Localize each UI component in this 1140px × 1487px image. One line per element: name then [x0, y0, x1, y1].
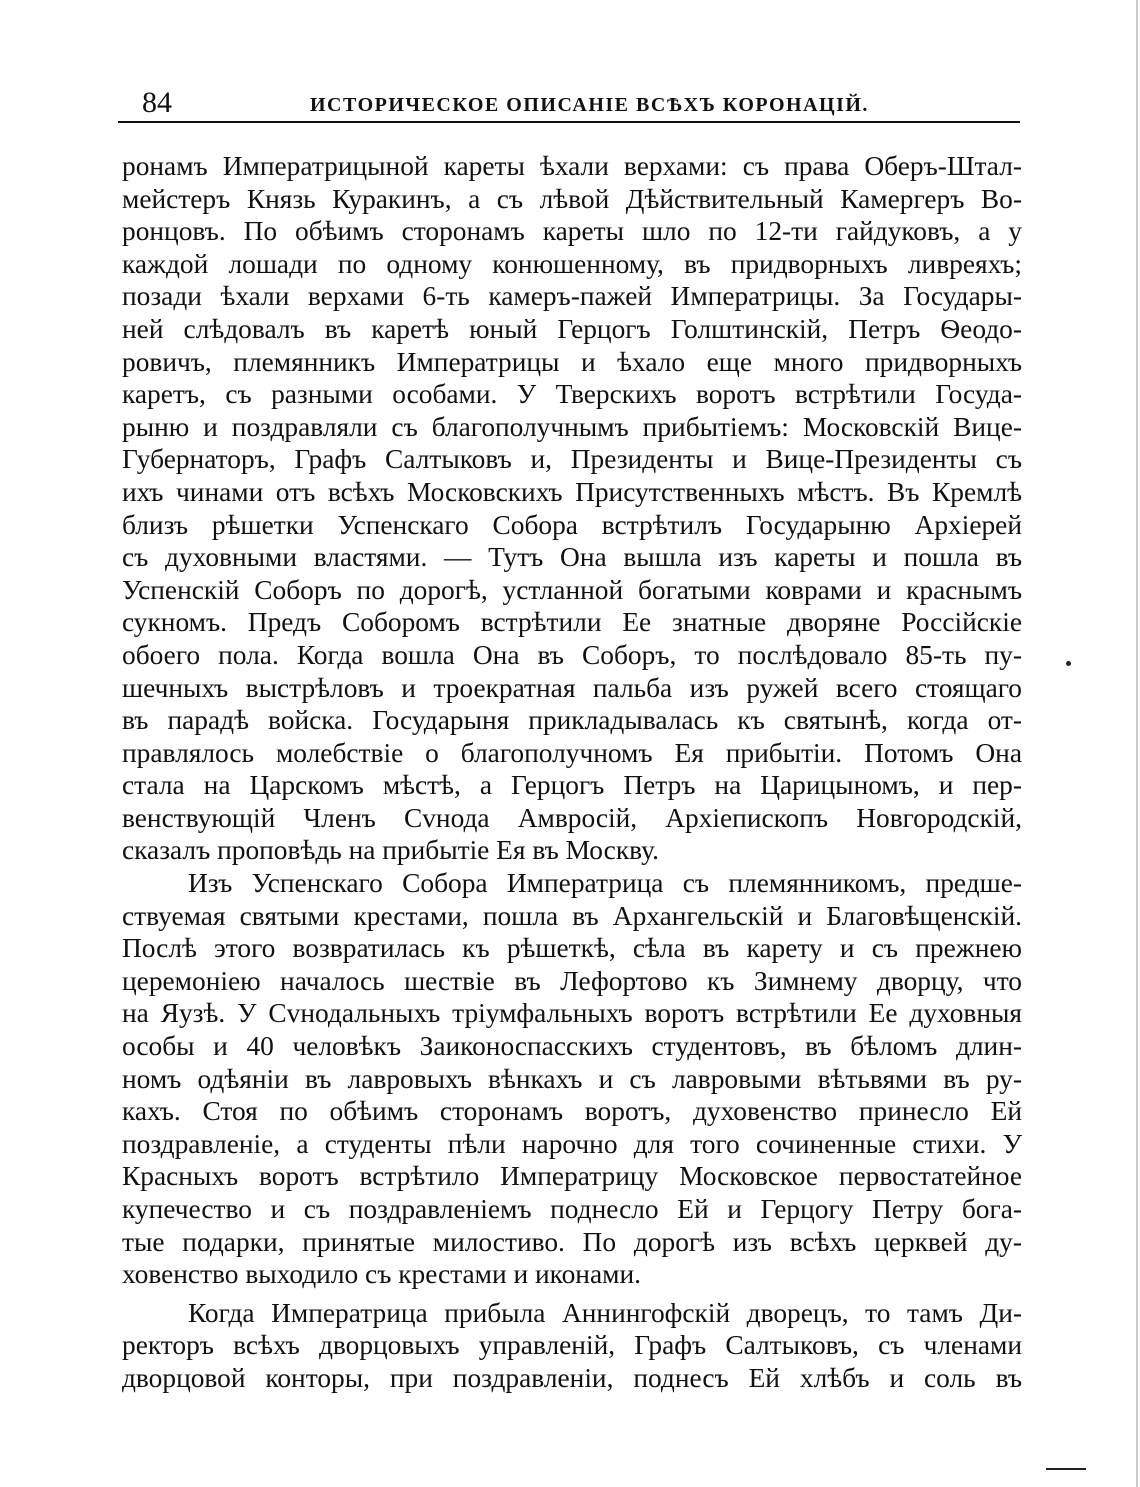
text-line: мейстеръ Князь Куракинъ, а съ лѣвой Дѣйствительный Камергеръ Во-	[122, 183, 1022, 214]
text-line: рыню и поздравляли съ благополучнымъ прибытіемъ: Московскій Вице-	[122, 411, 1022, 442]
text-line: тые подарки, принятые милостиво. По дорогѣ изъ всѣхъ церквей ду-	[122, 1226, 1022, 1257]
edge-rule	[1046, 1468, 1086, 1470]
text-line: ихъ чинами отъ всѣхъ Московскихъ Присутственныхъ мѣстъ. Въ Кремлѣ	[122, 476, 1022, 507]
text-line: Послѣ этого возвратилась къ рѣшеткѣ, сѣла въ карету и съ прежнею	[122, 933, 1022, 964]
header-rule	[118, 121, 1020, 123]
text-line: обоего пола. Когда вошла Она въ Соборъ, то послѣдовало 85-ть пу-	[122, 639, 1022, 670]
text-line: ствуемая святыми крестами, пошла въ Архангельскій и Благовѣщенскій.	[122, 900, 1022, 931]
paragraph-1	[122, 150, 1022, 867]
text-line: кахъ. Стоя по обѣимъ сторонамъ воротъ, духовенство принесло Ей	[122, 1096, 1022, 1127]
text-line: ректоръ всѣхъ дворцовыхъ управленій, Графъ Салтыковъ, съ членами	[122, 1330, 1022, 1361]
text-line: каретъ, съ разными особами. У Тверскихъ воротъ встрѣтили Госуда-	[122, 379, 1022, 410]
text-line: ровичъ, племянникъ Императрицы и ѣхало еще много придворныхъ	[122, 346, 1022, 377]
text-line: близъ рѣшетки Успенскаго Собора встрѣтилъ Государыню Архіерей	[122, 509, 1022, 540]
text-line: стала на Царскомъ мѣстѣ, а Герцогъ Петръ на Царицыномъ, и пер-	[122, 770, 1022, 801]
paragraph-3	[122, 1297, 1022, 1395]
text-line: Успенскій Соборъ по дорогѣ, устланной богатыми коврами и краснымъ	[122, 574, 1022, 605]
text-line: правлялось молебствіе о благополучномъ Ея прибытіи. Потомъ Она	[122, 737, 1022, 768]
text-line: особы и 40 человѣкъ Заиконоспасскихъ студентовъ, въ бѣломъ длин-	[122, 1031, 1022, 1062]
text-line: каждой лошади по одному конюшенному, въ придворныхъ ливреяхъ;	[122, 248, 1022, 279]
text-line: въ парадѣ войска. Государыня прикладывалась къ святынѣ, когда от-	[122, 705, 1022, 736]
page-header	[120, 86, 1020, 120]
text-line: поздравленіе, а студенты пѣли нарочно для того сочиненные стихи. У	[122, 1128, 1022, 1159]
running-head: ИСТОРИЧЕСКОЕ ОПИСАНІЕ ВСѢХЪ КОРОНАЦІЙ.	[310, 94, 869, 116]
text-line: купечество и съ поздравленіемъ поднесло Ей и Герцогу Петру бога-	[122, 1194, 1022, 1224]
text-line: Губернаторъ, Графъ Салтыковъ и, Президенты и Вице-Президенты съ	[122, 444, 1022, 475]
text-line: сказалъ проповѣдь на прибытіе Ея въ Москву.	[122, 835, 659, 866]
text-line: сукномъ. Предъ Соборомъ встрѣтили Ее знатные дворяне Россійскіе	[122, 607, 1022, 638]
text-line: Когда Императрица прибыла Аннингофскій дворецъ, то тамъ Ди-	[188, 1297, 1022, 1328]
text-line: дворцовой конторы, при поздравленіи, поднесъ Ей хлѣбъ и соль въ	[122, 1362, 1022, 1393]
text-line: Изъ Успенскаго Собора Императрица съ племянникомъ, предше-	[188, 868, 1022, 899]
text-line: церемоніею началось шествіе въ Лефортово къ Зимнему дворцу, что	[122, 965, 1022, 996]
text-line: шечныхъ выстрѣловъ и троекратная пальба изъ ружей всего стоящаго	[122, 672, 1022, 703]
text-line: позади ѣхали верхами 6-ть камеръ-пажей Императрицы. За Государы-	[122, 281, 1022, 312]
text-line: ронцовъ. По обѣимъ сторонамъ кареты шло по 12-ти гайдуковъ, а у	[122, 216, 1022, 247]
text-line: ховенство выходило съ крестами и иконами.	[122, 1259, 641, 1290]
scan-edge	[1136, 0, 1138, 1487]
text-line: на Яузѣ. У Сvнодальныхъ тріумфальныхъ воротъ встрѣтили Ее духовныя	[122, 998, 1022, 1029]
text-line: съ духовными властями. — Тутъ Она вышла изъ кареты и пошла въ	[122, 542, 1022, 573]
paragraph-2	[122, 867, 1022, 1291]
text-line: ронамъ Императрицыной кареты ѣхали верхами: съ права Оберъ-Штал-	[122, 151, 1022, 181]
body-text	[122, 150, 1022, 1395]
text-line: номъ одѣяніи въ лавровыхъ вѣнкахъ и съ лавровыми вѣтьвями въ ру-	[122, 1063, 1022, 1094]
text-line: венствующій Членъ Сvнода Амвросій, Архіепископъ Новгородскій,	[122, 802, 1022, 833]
margin-mark	[1066, 661, 1071, 666]
text-line: Красныхъ воротъ встрѣтило Императрицу Московское первостатейное	[122, 1161, 1022, 1192]
page-number: 84	[142, 86, 172, 119]
text-line: ней слѣдовалъ въ каретѣ юный Герцогъ Голштинскій, Петръ Ѳеодо-	[122, 313, 1022, 344]
